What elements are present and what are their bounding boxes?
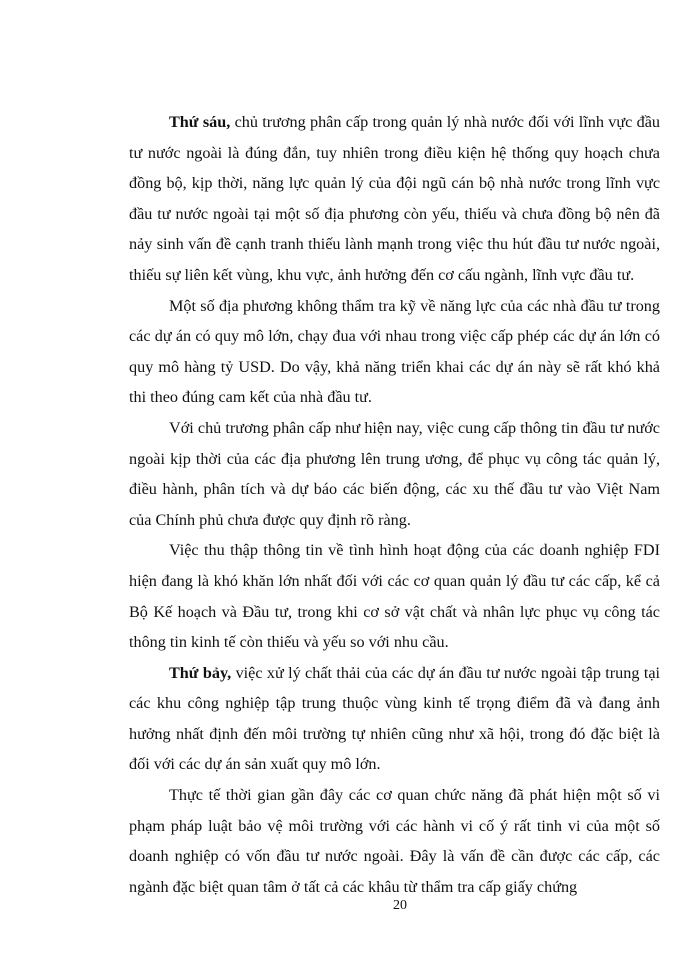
- paragraph-6: [129, 780, 660, 902]
- paragraph-4: [129, 535, 660, 657]
- paragraph-1-lead: Thứ sáu,: [169, 113, 231, 131]
- paragraph-4-text: Việc thu thập thông tin về tình hình hoạt động của các doanh nghiệp FDI hiện đang là khó khăn lớn nhất đối với các cơ quan quản lý đầu tư các cấp, kể cả Bộ Kế hoạch và Đầu tư, trong khi cơ sở vật chất và nhân lực phục vụ công tác thông tin kinh tế còn thiếu và yếu so với nhu cầu.: [129, 541, 660, 652]
- paragraph-5: [129, 658, 660, 780]
- paragraph-5-lead: Thứ bảy,: [169, 663, 232, 682]
- paragraph-6-text: Thực tế thời gian gần đây các cơ quan chức năng đã phát hiện một số vi phạm pháp luật bảo vệ môi trường với các hành vi cố ý rất tinh vi của một số doanh nghiệp có vốn đầu tư nước ngoài. Đây là vấn đề cần được các cấp, các ngành đặc biệt quan tâm ở tất cả các khâu từ thẩm tra cấp giấy chứng: [129, 786, 660, 896]
- paragraph-2-text: Một số địa phương không thẩm tra kỹ về năng lực của các nhà đầu tư trong các dự án có quy mô lớn, chạy đua với nhau trong việc cấp phép các dự án lớn có quy mô hàng tỷ USD. Do vậy, khả năng triển khai các dự án này sẽ rất khó khả thi theo đúng cam kết của nhà đầu tư.: [129, 296, 660, 407]
- body-text: [129, 107, 660, 902]
- paragraph-3: [129, 413, 660, 535]
- paragraph-2: [129, 291, 660, 413]
- paragraph-5-text: việc xử lý chất thải của các dự án đầu tư nước ngoài tập trung tại các khu công nghiệp tập trung thuộc vùng kinh tế trọng điểm đã và đang ảnh hưởng nhất định đến môi trường tự nhiên cũng như xã hội, trong đó đặc biệt là đối với các dự án sản xuất quy mô lớn.: [129, 663, 660, 774]
- page-number: 20: [393, 898, 407, 913]
- paragraph-1-text: chủ trương phân cấp trong quản lý nhà nước đối với lĩnh vực đầu tư nước ngoài là đúng đắn, tuy nhiên trong điều kiện hệ thống quy hoạch chưa đồng bộ, kịp thời, năng lực quản lý của đội ngũ cán bộ nhà nước trong lĩnh vực đầu tư nước ngoài tại một số địa phương còn yếu, thiếu và chưa đồng bộ nên đã nảy sinh vấn đề cạnh tranh thiếu lành mạnh trong việc thu hút đầu tư nước ngoài, thiếu sự liên kết vùng, khu vực, ảnh hưởng đến cơ cấu ngành, lĩnh vực đầu tư.: [129, 113, 660, 284]
- paragraph-3-text: Với chủ trương phân cấp như hiện nay, việc cung cấp thông tin đầu tư nước ngoài kịp thời của các địa phương lên trung ương, để phục vụ công tác quản lý, điều hành, phân tích và dự báo các biến động, các xu thế đầu tư vào Việt Nam của Chính phủ chưa được quy định rõ ràng.: [129, 418, 660, 529]
- paragraph-1: [129, 107, 660, 291]
